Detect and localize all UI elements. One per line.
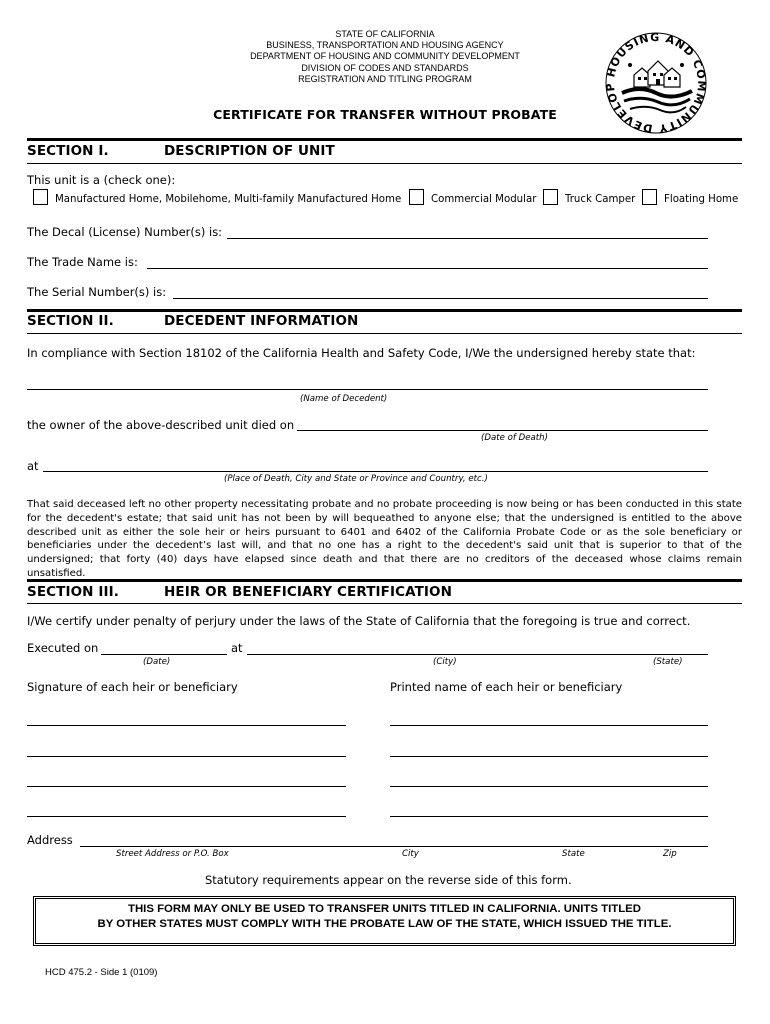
seal-text: HOUSING AND COMMUNITY DEVELOP (603, 30, 709, 136)
signature-field-3[interactable] (27, 786, 346, 787)
checkbox-commercial-modular[interactable] (409, 189, 424, 205)
notice-line-2: BY OTHER STATES MUST COMPLY WITH THE PROBATE LAW OF THE STATE, WHICH ISSUED THE TITLE. (97, 917, 672, 930)
header-line-state: STATE OF CALIFORNIA (335, 29, 435, 39)
executed-date-field[interactable] (101, 654, 227, 655)
signature-field-4[interactable] (27, 816, 346, 817)
address-state-caption: State (562, 849, 585, 859)
address-field[interactable] (80, 846, 708, 847)
hcd-seal-logo (600, 27, 712, 139)
section-1-heading: DESCRIPTION OF UNIT (164, 143, 335, 159)
checkbox-manufactured-home[interactable] (33, 189, 48, 205)
printed-name-field-1[interactable] (390, 725, 708, 726)
executed-at-label: at (231, 641, 243, 655)
option-floating-home-label: Floating Home (664, 194, 739, 205)
option-manufactured-home-label: Manufactured Home, Mobilehome, Multi-family Manufactured Home (55, 194, 402, 205)
place-of-death-at-label: at (27, 459, 39, 473)
form-number-footer: HCD 475.2 - Side 1 (0109) (45, 967, 158, 978)
executed-state-caption: (State) (653, 657, 683, 667)
serial-number-label: The Serial Number(s) is: (27, 285, 167, 299)
header-line-program: REGISTRATION AND TITLING PROGRAM (298, 74, 472, 84)
date-of-death-label: the owner of the above-described unit died on (27, 418, 295, 432)
section-2-number: SECTION II. (27, 313, 114, 329)
perjury-certification: I/We certify under penalty of perjury under the laws of the State of California that the foregoing is true and correct. (27, 614, 691, 628)
notice-line-1: THIS FORM MAY ONLY BE USED TO TRANSFER UNITS TITLED IN CALIFORNIA. UNITS TITLED (127, 903, 642, 915)
street-address-caption: Street Address or P.O. Box (116, 849, 229, 859)
address-label: Address (27, 833, 73, 847)
place-of-death-field[interactable] (43, 471, 708, 472)
section-divider (27, 163, 742, 164)
section-divider (27, 333, 742, 334)
signature-column-label: Signature of each heir or beneficiary (27, 680, 238, 694)
notice-box (33, 896, 736, 946)
section-divider (27, 603, 742, 604)
trade-name-label: The Trade Name is: (27, 255, 138, 269)
section-1-number: SECTION I. (27, 143, 109, 159)
unit-type-prompt: This unit is a (check one): (27, 173, 176, 187)
trade-name-field[interactable] (147, 268, 708, 269)
section-2-heading: DECEDENT INFORMATION (164, 313, 359, 329)
section-3-number: SECTION III. (27, 584, 119, 600)
decal-number-field[interactable] (227, 238, 708, 239)
printed-name-field-3[interactable] (390, 786, 708, 787)
compliance-statement: In compliance with Section 18102 of the California Health and Safety Code, I/We the undersigned hereby state that: (27, 346, 696, 360)
date-of-death-field[interactable] (297, 430, 708, 431)
decedent-name-caption: (Name of Decedent) (300, 394, 388, 404)
section-divider (27, 309, 742, 312)
option-truck-camper-label: Truck Camper (565, 194, 636, 205)
executed-on-label: Executed on (27, 641, 99, 655)
executed-location-field[interactable] (247, 654, 708, 655)
address-city-caption: City (402, 849, 419, 859)
signature-field-1[interactable] (27, 725, 346, 726)
signature-field-2[interactable] (27, 756, 346, 757)
form-title: CERTIFICATE FOR TRANSFER WITHOUT PROBATE (213, 107, 557, 122)
decal-number-label: The Decal (License) Number(s) is: (27, 225, 223, 239)
checkbox-floating-home[interactable] (642, 189, 657, 205)
printed-name-field-4[interactable] (390, 816, 708, 817)
header-line-department: DEPARTMENT OF HOUSING AND COMMUNITY DEVELOPMENT (250, 51, 520, 61)
statutory-note: Statutory requirements appear on the reverse side of this form. (205, 873, 572, 887)
date-of-death-caption: (Date of Death) (481, 433, 548, 443)
header-line-agency: BUSINESS, TRANSPORTATION AND HOUSING AGENCY (266, 40, 504, 50)
serial-number-field[interactable] (173, 298, 708, 299)
header-line-division: DIVISION OF CODES AND STANDARDS (301, 63, 469, 73)
place-of-death-caption: (Place of Death, City and State or Province and Country, etc.) (224, 474, 488, 484)
checkbox-truck-camper[interactable] (543, 189, 558, 205)
printed-name-field-2[interactable] (390, 756, 708, 757)
printed-name-column-label: Printed name of each heir or beneficiary (390, 680, 623, 694)
declaration-paragraph: That said deceased left no other property necessitating probate and no probate proceeding is now being or has been conducted in this state for the decedent's estate; that said unit has not been by will bequeathed to anyone else; that the undersigned is entitled to the above described unit as either the sole heir or heirs pursuant to 6401 and 6402 of the California Probate Code or as the sole beneficiary or beneficiaries under the decedent’s last will, and that no one has a right to the decedent's said unit that is superior to that of the undersigned; that forty (40) days have elapsed since death and that there are no creditors of the deceased whose claims remain unsatisfied. (27, 499, 742, 579)
address-zip-caption: Zip (663, 849, 677, 859)
decedent-name-field[interactable] (27, 389, 708, 390)
section-3-heading: HEIR OR BENEFICIARY CERTIFICATION (164, 584, 453, 600)
executed-city-caption: (City) (433, 657, 457, 667)
option-commercial-modular-label: Commercial Modular (431, 194, 537, 205)
section-divider (27, 579, 742, 582)
section-divider (27, 138, 742, 141)
executed-date-caption: (Date) (143, 657, 171, 667)
